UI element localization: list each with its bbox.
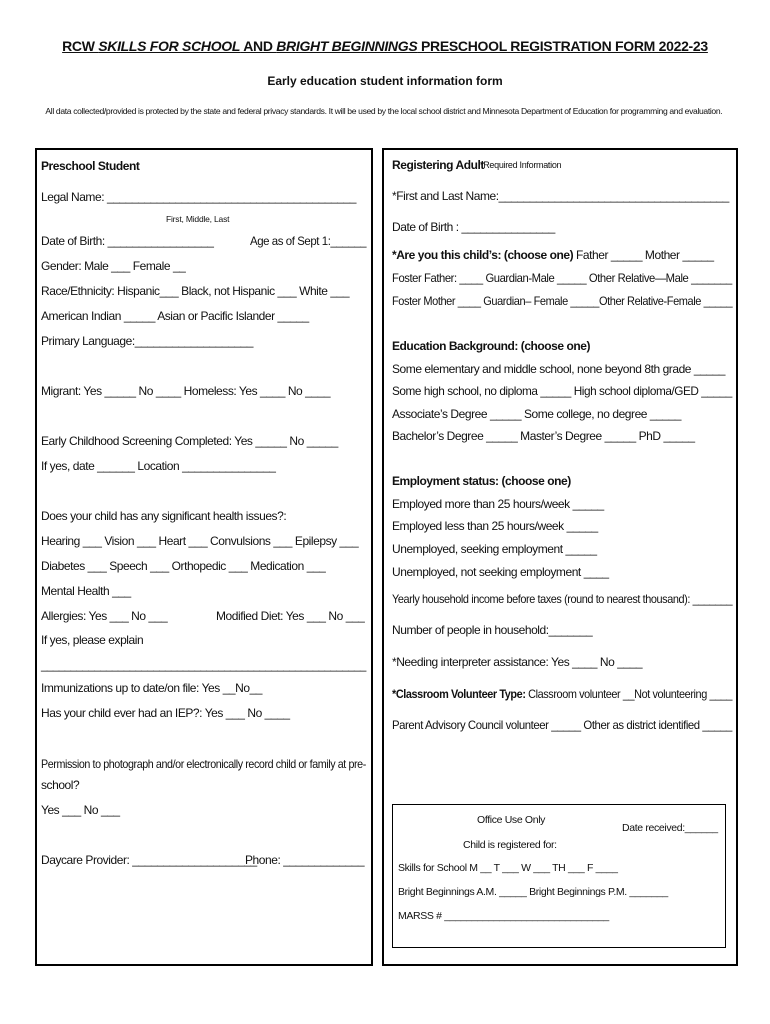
- form-title: RCW SKILLS FOR SCHOOL AND BRIGHT BEGINNINGS PRESCHOOL REGISTRATION FORM 2022-23: [62, 38, 708, 54]
- date-received-field[interactable]: Date received:______: [622, 822, 718, 834]
- health-options-3[interactable]: Mental Health ___: [41, 584, 131, 598]
- photo-permission-field[interactable]: Yes ___ No ___: [41, 803, 120, 817]
- race-field-2[interactable]: American Indian _____ Asian or Pacific Islander _____: [41, 309, 309, 323]
- student-heading: Preschool Student: [41, 159, 140, 173]
- relation-field-2[interactable]: Foster Father: ____ Guardian-Male _____ Other Relative—Male _______: [392, 271, 732, 285]
- adult-name-field[interactable]: *First and Last Name:_____________________________________: [392, 189, 729, 203]
- volunteer-options: Classroom volunteer __Not volunteering ____: [525, 687, 733, 701]
- health-options-1[interactable]: Hearing ___ Vision ___ Heart ___ Convulsions ___ Epilepsy ___: [41, 534, 359, 548]
- household-size-field[interactable]: Number of people in household:_______: [392, 623, 593, 637]
- relation-field-1[interactable]: [392, 248, 714, 262]
- modified-diet-field[interactable]: Modified Diet: Yes ___ No ___: [216, 609, 365, 623]
- photo-permission-line2: school?: [41, 778, 80, 792]
- adult-heading: Registering Adult: [392, 158, 484, 172]
- migrant-homeless-field[interactable]: Migrant: Yes _____ No ____ Homeless: Yes ____ No ____: [41, 384, 331, 398]
- bright-beginnings-field[interactable]: Bright Beginnings A.M. _____ Bright Beginnings P.M. _______: [398, 886, 668, 898]
- income-field[interactable]: Yearly household income before taxes (round to nearest thousand): _______: [392, 592, 733, 606]
- education-option-3[interactable]: Associate’s Degree _____ Some college, no degree _____: [392, 407, 682, 421]
- volunteer-field[interactable]: [392, 687, 732, 701]
- interpreter-field[interactable]: *Needing interpreter assistance: Yes ____ No ____: [392, 655, 643, 669]
- legal-name-hint: First, Middle, Last: [166, 214, 230, 224]
- screening-date-field[interactable]: If yes, date ______ Location _______________: [41, 459, 276, 473]
- health-question: Does your child has any significant health issues?:: [41, 509, 287, 523]
- employment-heading: Employment status: (choose one): [392, 474, 571, 488]
- photo-permission-line1: Permission to photograph and/or electronically record child or family at pre-: [41, 757, 366, 771]
- education-option-2[interactable]: Some high school, no diploma _____ High school diploma/GED _____: [392, 384, 732, 398]
- race-field-1[interactable]: Race/Ethnicity: Hispanic___ Black, not Hispanic ___ White ___: [41, 284, 350, 298]
- privacy-notice: All data collected/provided is protected by the state and federal privacy standards. It will be used by the local school district and Minnesota Department of Education for programming and evaluation.: [45, 106, 723, 116]
- employment-option-4[interactable]: Unemployed, not seeking employment ____: [392, 565, 609, 579]
- age-field[interactable]: Age as of Sept 1:______: [250, 234, 367, 248]
- council-field[interactable]: Parent Advisory Council volunteer _____ Other as district identified _____: [392, 718, 732, 732]
- explain-label: If yes, please explain: [41, 633, 144, 647]
- immunizations-field[interactable]: Immunizations up to date/on file: Yes __No__: [41, 681, 263, 695]
- skills-for-school-field[interactable]: Skills for School M __ T ___ W ___ TH ___ F ____: [398, 862, 618, 874]
- explain-line[interactable]: _______________________________________________________: [41, 658, 366, 672]
- allergies-field[interactable]: Allergies: Yes ___ No ___: [41, 609, 168, 623]
- employment-option-3[interactable]: Unemployed, seeking employment _____: [392, 542, 597, 556]
- volunteer-label: *Classroom Volunteer Type:: [392, 687, 526, 701]
- legal-name-field[interactable]: Legal Name: ________________________________________: [41, 190, 356, 204]
- education-option-1[interactable]: Some elementary and middle school, none beyond 8th grade _____: [392, 362, 726, 376]
- daycare-field[interactable]: Daycare Provider: ____________________: [41, 853, 257, 867]
- health-options-2[interactable]: Diabetes ___ Speech ___ Orthopedic ___ Medication ___: [41, 559, 326, 573]
- iep-field[interactable]: Has your child ever had an IEP?: Yes ___ No ____: [41, 706, 290, 720]
- registered-for-label: Child is registered for:: [463, 839, 557, 851]
- adult-dob-field[interactable]: Date of Birth : _______________: [392, 220, 555, 234]
- marss-field[interactable]: MARSS # ______________________________: [398, 910, 609, 922]
- form-subtitle: Early education student information form: [267, 74, 503, 88]
- required-note: *Required Information: [480, 160, 562, 170]
- screening-field[interactable]: Early Childhood Screening Completed: Yes _____ No _____: [41, 434, 338, 448]
- employment-option-2[interactable]: Employed less than 25 hours/week _____: [392, 519, 598, 533]
- education-heading: Education Background: (choose one): [392, 339, 591, 353]
- education-option-4[interactable]: Bachelor’s Degree _____ Master’s Degree _____ PhD _____: [392, 429, 695, 443]
- relation-field-3[interactable]: Foster Mother ____ Guardian– Female _____Other Relative-Female _____: [392, 294, 733, 308]
- student-dob-field[interactable]: Date of Birth: _________________: [41, 234, 214, 248]
- primary-language-field[interactable]: Primary Language:___________________: [41, 334, 253, 348]
- employment-option-1[interactable]: Employed more than 25 hours/week _____: [392, 497, 604, 511]
- phone-field[interactable]: Phone: _____________: [245, 853, 365, 867]
- office-title: Office Use Only: [477, 814, 546, 826]
- relation-options-1: Father _____ Mother _____: [573, 248, 714, 262]
- gender-field[interactable]: Gender: Male ___ Female __: [41, 259, 186, 273]
- relation-label: *Are you this child’s: (choose one): [392, 248, 574, 262]
